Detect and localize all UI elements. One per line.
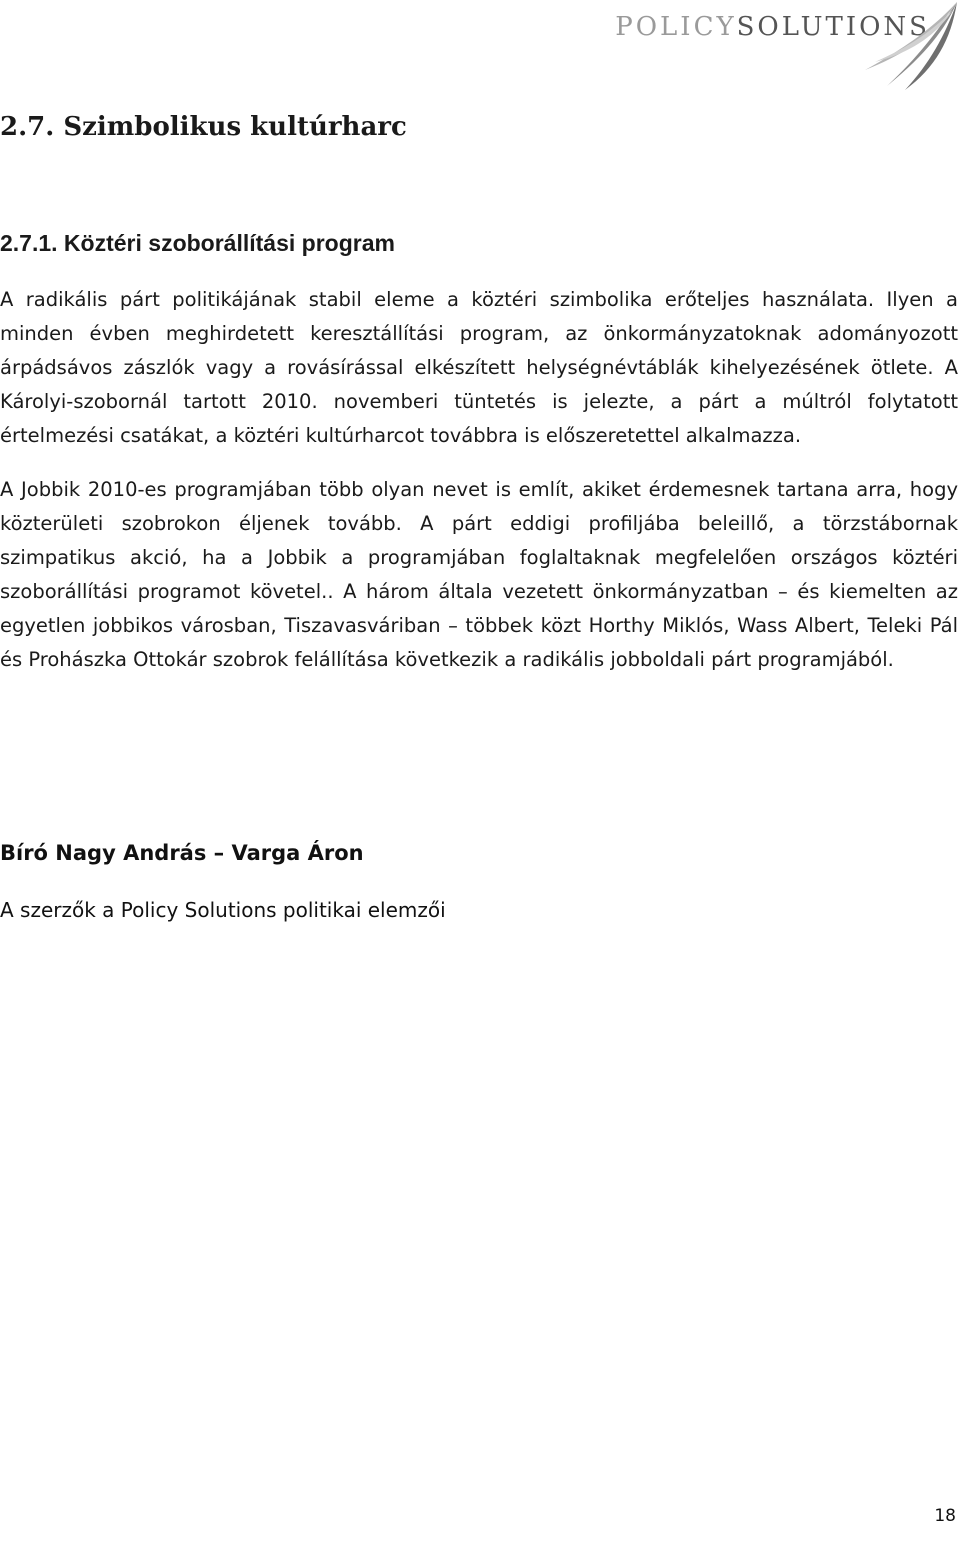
paragraph-2: A Jobbik 2010-es programjában több olyan nevet is említ, akiket érdemesnek tartana arra, hogy közterületi szobrokon éljenek tovább. A párt eddigi profiljába beleillő, a törzstábornak szimpatikus akció, ha a Jobbik a programjában foglaltaknak megfelelően országos köztéri szoborállítási programot követel.. A három általa vezetett önkormányzatban – és kiemelten az egyetlen jobbikos városban, Tiszavasváriban – többek közt Horthy Miklós, Wass Albert, Teleki Pál és Prohászka Ottokár szobrok felállítása következik a radikális jobboldali párt programjából. — [0, 478, 958, 671]
paragraph-1: A radikális párt politikájának stabil eleme a köztéri szimbolika erőteljes használata. Ilyen a minden évben meghirdetett keresztállítási program, az önkormányzatoknak adományozott árpádsávos zászlók vagy a rovásírással elkészített helységnévtáblák kihelyezésének ötlete. A Károlyi-szobornál tartott 2010. novemberi tüntetés is jelezte, a párt a múltról folytatott értelmezési csatákat, a köztéri kultúrharcot továbbra is előszeretettel alkalmazza. — [0, 288, 958, 447]
author-names: Bíró Nagy András – Varga Áron — [0, 841, 364, 865]
author-affiliation: A szerzők a Policy Solutions politikai elemzői — [0, 898, 446, 922]
subsection-heading: 2.7.1. Köztéri szoborállítási program — [0, 230, 395, 256]
logo-swoosh-icon — [825, 0, 960, 92]
logo-word-policy: POLICY — [615, 12, 737, 42]
page-number: 18 — [934, 1506, 956, 1526]
logo-word-solutions: SOLUTIONS — [736, 12, 930, 42]
policy-solutions-logo — [560, 0, 960, 92]
section-heading: 2.7. Szimbolikus kultúrharc — [0, 112, 407, 142]
